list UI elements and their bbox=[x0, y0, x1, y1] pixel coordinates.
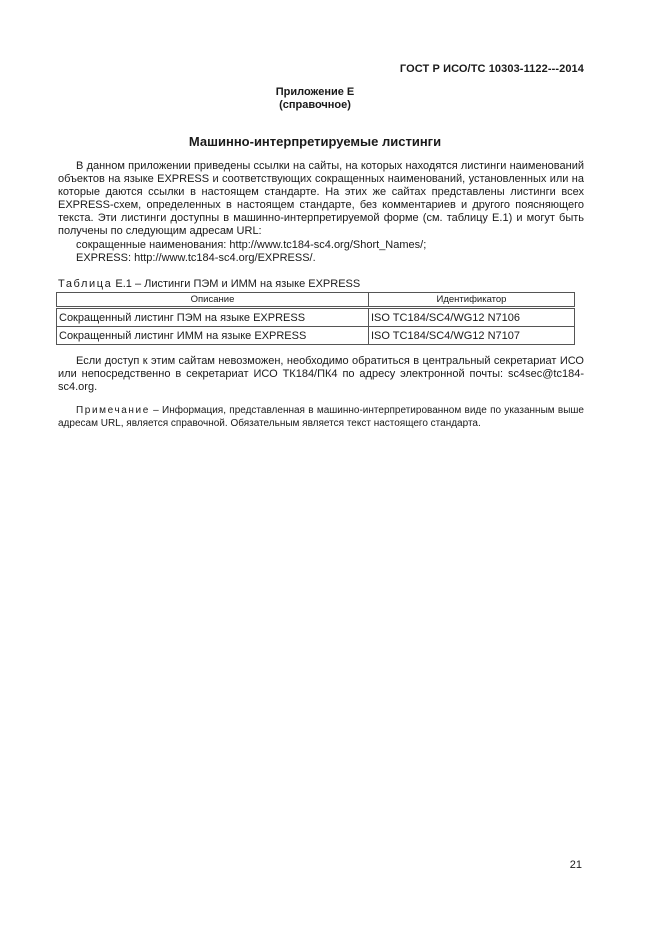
note-paragraph bbox=[58, 405, 584, 431]
note-label: Примечание bbox=[76, 405, 150, 416]
table-header-row bbox=[57, 293, 575, 308]
url-short-names: сокращенные наименования: http://www.tc184-sc4.org/Short_Names/; bbox=[76, 238, 427, 251]
section-title: Машинно-интерпретируемые листинги bbox=[188, 134, 442, 149]
column-header-identifier: Идентификатор bbox=[369, 293, 575, 308]
table-cell-description: Сокращенный листинг ИММ на языке EXPRESS bbox=[57, 327, 369, 345]
appendix-subtitle: (справочное) bbox=[279, 99, 351, 111]
table-caption bbox=[58, 278, 360, 290]
listings-table bbox=[56, 292, 575, 345]
page-number: 21 bbox=[569, 859, 582, 871]
table-row bbox=[57, 308, 575, 327]
intro-paragraph: В данном приложении приведены ссылки на сайты, на которых находятся листинги наименований объектов на языке EXPRESS и соответствующих сокращенных наименований, установленных или на которые даются ссылки в настоящем стандарте. На этих же сайтах представлены листинги всех EXPRESS-схем, определенных в настоящем стандарте, без комментариев и другого поясняющего текста. Эти листинги доступны в машинно-интерпретируемой форме (см. таблицу Е.1) и могут быть получены по следующим адресам URL: bbox=[58, 160, 584, 238]
column-header-description: Описание bbox=[57, 293, 369, 308]
table-cell-description: Сокращенный листинг ПЭМ на языке EXPRESS bbox=[57, 308, 369, 327]
document-code: ГОСТ Р ИСО/ТС 10303-1122---2014 bbox=[399, 63, 584, 75]
table-caption-text: Е.1 – Листинги ПЭМ и ИММ на языке EXPRESS bbox=[112, 278, 361, 290]
table-cell-identifier: ISO TC184/SC4/WG12 N7106 bbox=[369, 308, 575, 327]
table-cell-identifier: ISO TC184/SC4/WG12 N7107 bbox=[369, 327, 575, 345]
note-body: – Информация, представленная в машинно-интерпретированном виде по указанным выше адресам URL, является справочной. Обязательным является текст настоящего стандарта. bbox=[58, 405, 584, 429]
access-paragraph: Если доступ к этим сайтам невозможен, необходимо обратиться в центральный секретариат ИСО или непосредственно в секретариат ИСО ТК184/ПК4 по адресу электронной почты: sc4sec@tc184-sc4.org. bbox=[58, 355, 584, 394]
url-express: EXPRESS: http://www.tc184-sc4.org/EXPRESS/. bbox=[76, 251, 316, 264]
table-caption-prefix: Таблица bbox=[58, 278, 113, 290]
appendix-heading bbox=[0, 86, 630, 112]
intro-block bbox=[58, 160, 584, 265]
table-row bbox=[57, 327, 575, 345]
access-block bbox=[58, 355, 584, 394]
appendix-title: Приложение Е bbox=[275, 86, 355, 98]
